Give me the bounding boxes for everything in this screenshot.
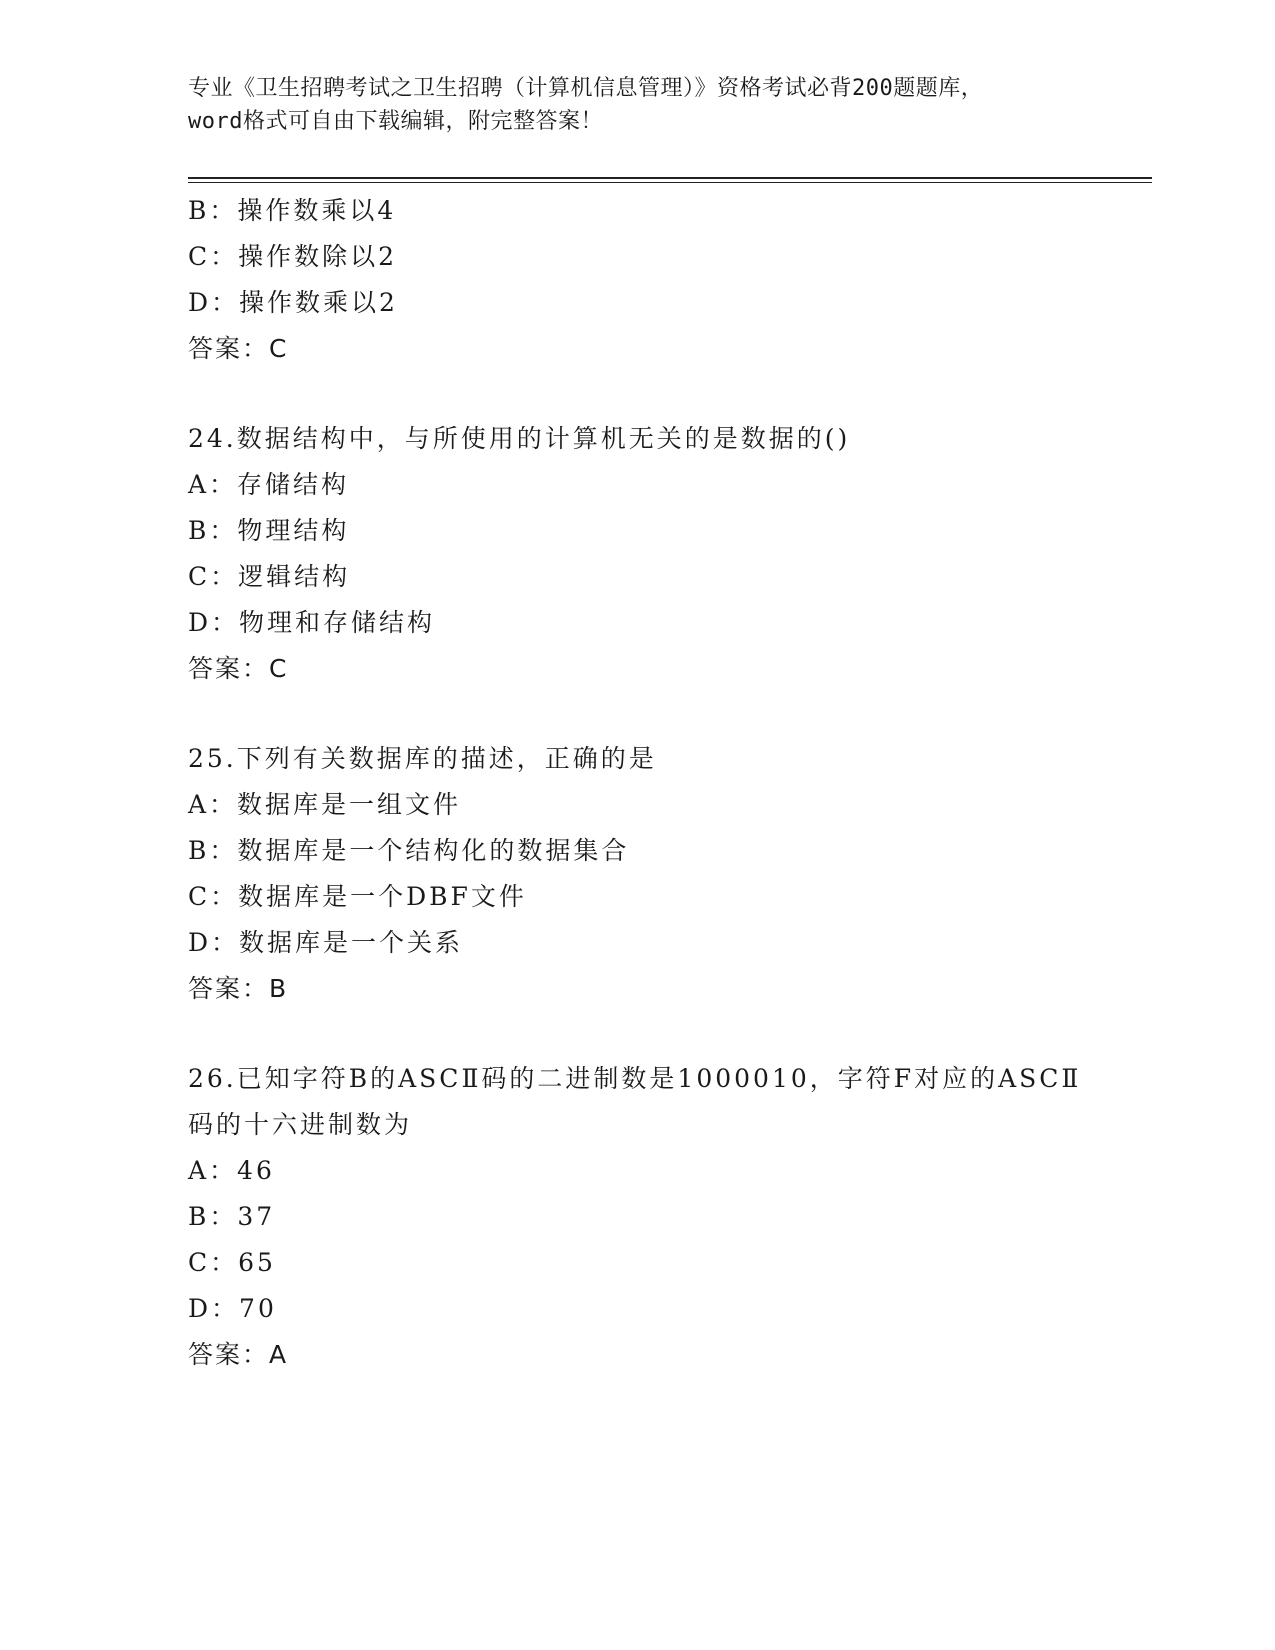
option-c: C：逻辑结构 <box>188 562 351 591</box>
question-23-continued <box>188 188 1088 372</box>
document-header <box>188 72 1088 138</box>
option-b: B：数据库是一个结构化的数据集合 <box>188 836 630 865</box>
question-24 <box>188 416 1088 692</box>
question-stem: 24.数据结构中，与所使用的计算机无关的是数据的() <box>188 424 851 453</box>
header-line-1: 专业《卫生招聘考试之卫生招聘（计算机信息管理）》资格考试必背200题题库， <box>188 76 984 101</box>
answer-line: 答案：C <box>188 654 289 683</box>
option-d: D：操作数乘以2 <box>188 288 398 317</box>
answer-line: 答案：B <box>188 974 289 1003</box>
option-d: D：数据库是一个关系 <box>188 928 464 957</box>
document-page <box>188 0 1152 1650</box>
option-c: C：操作数除以2 <box>188 242 398 271</box>
option-c: C：数据库是一个DBF文件 <box>188 882 527 911</box>
spacer <box>188 692 1088 736</box>
question-stem-line-1: 26.已知字符B的ASCⅡ码的二进制数是1000010，字符F对应的ASCⅡ <box>188 1064 1082 1093</box>
question-26 <box>188 1056 1088 1378</box>
option-d: D：70 <box>188 1294 277 1323</box>
option-a: A：存储结构 <box>188 470 350 499</box>
question-25 <box>188 736 1088 1012</box>
question-stem-line-2: 码的十六进制数为 <box>188 1110 413 1139</box>
option-a: A：46 <box>188 1156 275 1185</box>
option-d: D：物理和存储结构 <box>188 608 436 637</box>
header-line-2: word格式可自由下载编辑，附完整答案！ <box>188 109 603 134</box>
header-divider <box>188 177 1152 183</box>
option-b: B：操作数乘以4 <box>188 196 397 225</box>
answer-line: 答案：C <box>188 334 289 363</box>
spacer <box>188 372 1088 416</box>
question-list <box>188 188 1088 1378</box>
option-c: C：65 <box>188 1248 276 1277</box>
option-b: B：37 <box>188 1202 276 1231</box>
option-a: A：数据库是一组文件 <box>188 790 462 819</box>
spacer <box>188 1012 1088 1056</box>
option-b: B：物理结构 <box>188 516 350 545</box>
answer-line: 答案：A <box>188 1340 289 1369</box>
question-stem: 25.下列有关数据库的描述，正确的是 <box>188 744 657 773</box>
